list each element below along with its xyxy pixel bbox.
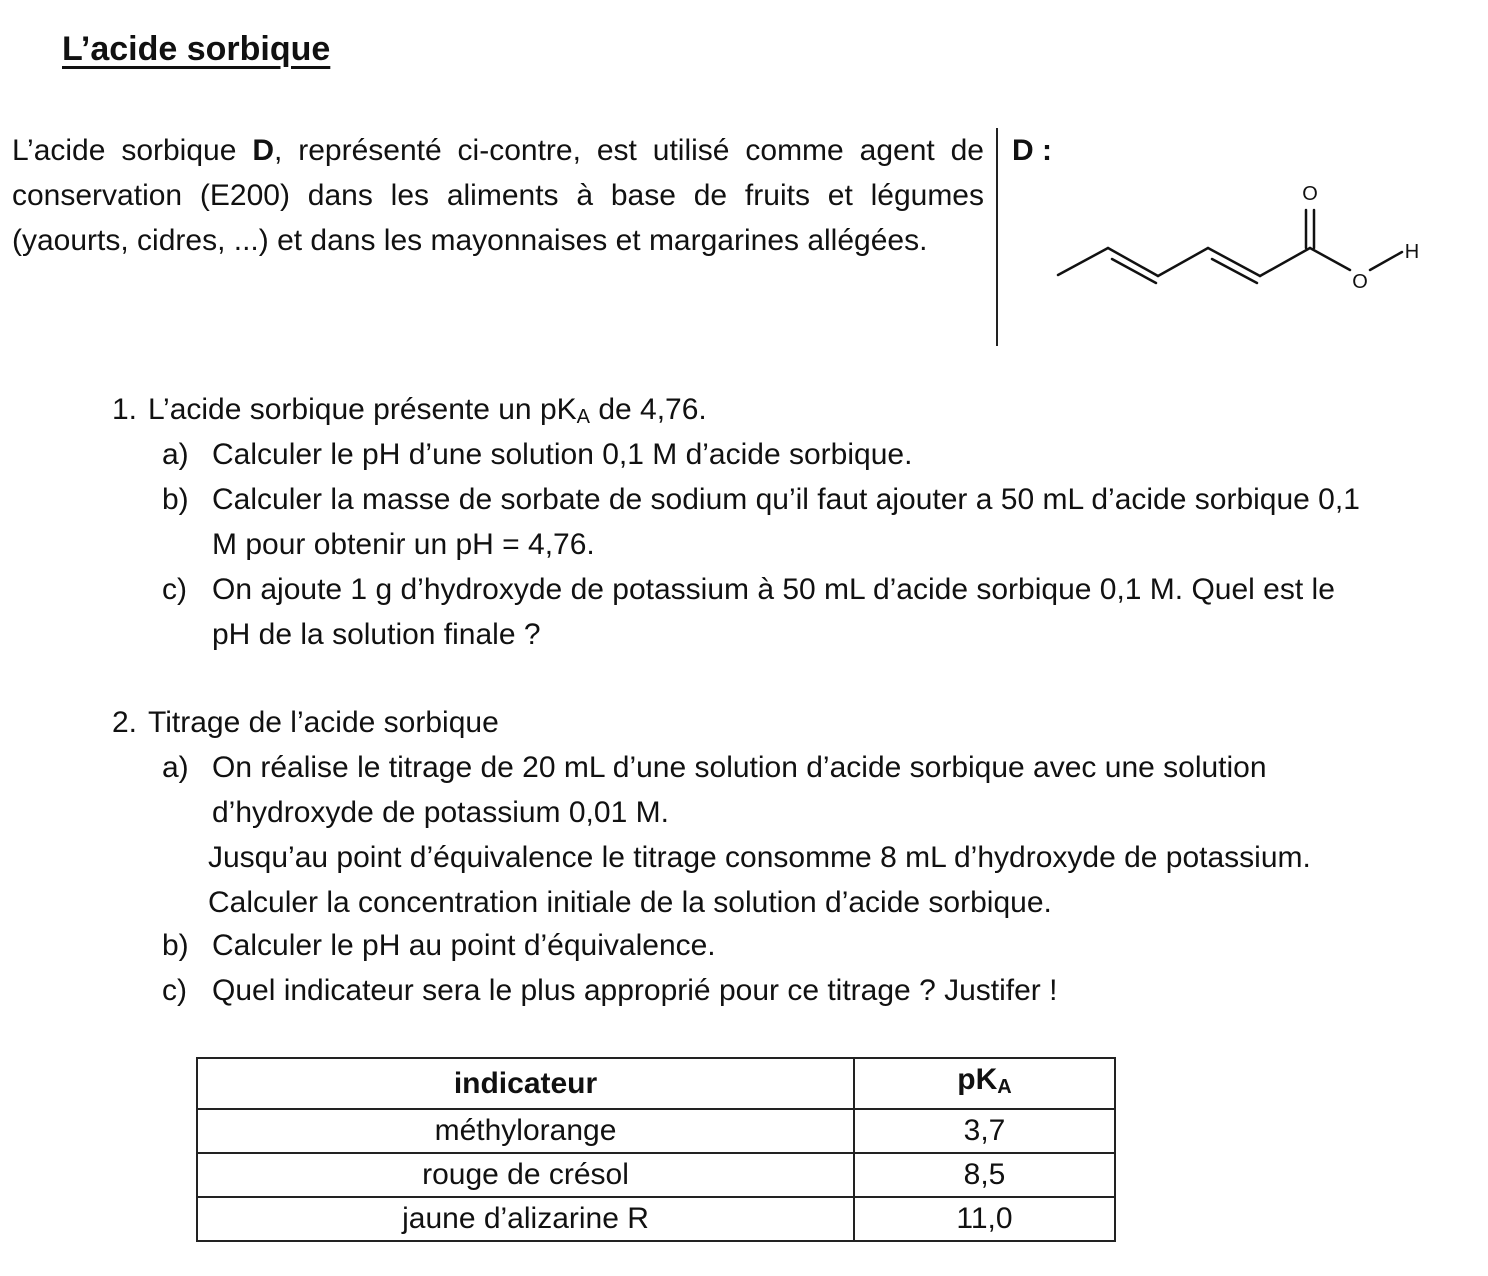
intro-compound-label: D	[252, 134, 274, 167]
question-2a-line2: d’hydroxyde de potassium 0,01 M.	[212, 796, 669, 829]
page-title: L’acide sorbique	[62, 30, 331, 68]
structure-label: D :	[1012, 134, 1052, 167]
indicator-name: jaune d’alizarine R	[197, 1197, 854, 1241]
question-2a-line4: Calculer la concentration initiale de la solution d’acide sorbique.	[208, 886, 1052, 919]
indicator-table	[196, 1057, 1116, 1242]
atom-o-top: O	[1302, 183, 1318, 205]
sorbic-acid-structure	[1040, 170, 1440, 310]
question-2c-text: Quel indicateur sera le plus approprié pour ce titrage ? Justifer !	[212, 974, 1058, 1007]
indicator-pka: 11,0	[854, 1197, 1115, 1241]
header-indicator: indicateur	[197, 1058, 854, 1109]
header-pka: $pK_A$	[854, 1058, 1115, 1109]
question-2a-label: a)	[162, 751, 189, 784]
question-2-number: 2.	[112, 706, 138, 739]
question-1-stem: L’acide sorbique présente un $pK_A$ de 4,76.	[148, 393, 707, 428]
bond-c-oh	[1310, 248, 1350, 270]
question-2a-line3: Jusqu’au point d’équivalence le titrage consomme 8 mL d’hydroxyde de potassium.	[208, 841, 1311, 874]
question-1b-line1: Calculer la masse de sorbate de sodium qu’il faut ajouter a 50 mL d’acide sorbique 0,1	[212, 483, 1360, 516]
bond-c1-c2	[1058, 248, 1108, 275]
table-header-row	[197, 1058, 1115, 1109]
table-row	[197, 1109, 1115, 1153]
indicator-name: méthylorange	[197, 1109, 854, 1153]
question-2b-text: Calculer le pH au point d’équivalence.	[212, 929, 716, 962]
question-2b-label: b)	[162, 929, 189, 962]
question-1b-line2: M pour obtenir un pH = 4,76.	[212, 528, 595, 561]
intro-text-after: , représenté ci-contre, est utilisé comme agent de conservation (E200) dans les aliments à base de fruits et légumes (yaourts, cidres, ...) et dans les mayonnaises et margarines allégées.	[12, 134, 984, 257]
intro-paragraph	[12, 128, 984, 263]
question-2-stem: Titrage de l’acide sorbique	[148, 706, 499, 739]
question-1c-line2: pH de la solution finale ?	[212, 618, 541, 651]
table-row	[197, 1153, 1115, 1197]
question-2c-label: c)	[162, 974, 187, 1007]
question-1a-label: a)	[162, 438, 189, 471]
bond-o-h	[1370, 252, 1402, 270]
question-2a-line1: On réalise le titrage de 20 mL d’une solution d’acide sorbique avec une solution	[212, 751, 1267, 784]
atom-o-bottom: O	[1352, 271, 1368, 293]
divider-line	[996, 128, 998, 346]
question-1c-label: c)	[162, 573, 187, 606]
table-row	[197, 1197, 1115, 1241]
indicator-pka: 3,7	[854, 1109, 1115, 1153]
question-1a-text: Calculer le pH d’une solution 0,1 M d’acide sorbique.	[212, 438, 913, 471]
question-1c-line1: On ajoute 1 g d’hydroxyde de potassium à 50 mL d’acide sorbique 0,1 M. Quel est le	[212, 573, 1335, 606]
indicator-pka: 8,5	[854, 1153, 1115, 1197]
atom-h: H	[1404, 241, 1420, 263]
question-1-number: 1.	[112, 393, 138, 426]
bond-c5-c6	[1260, 248, 1310, 276]
indicator-name: rouge de crésol	[197, 1153, 854, 1197]
question-1b-label: b)	[162, 483, 189, 516]
bond-c3-c4	[1158, 248, 1208, 276]
intro-text-before: L’acide sorbique	[12, 134, 253, 167]
